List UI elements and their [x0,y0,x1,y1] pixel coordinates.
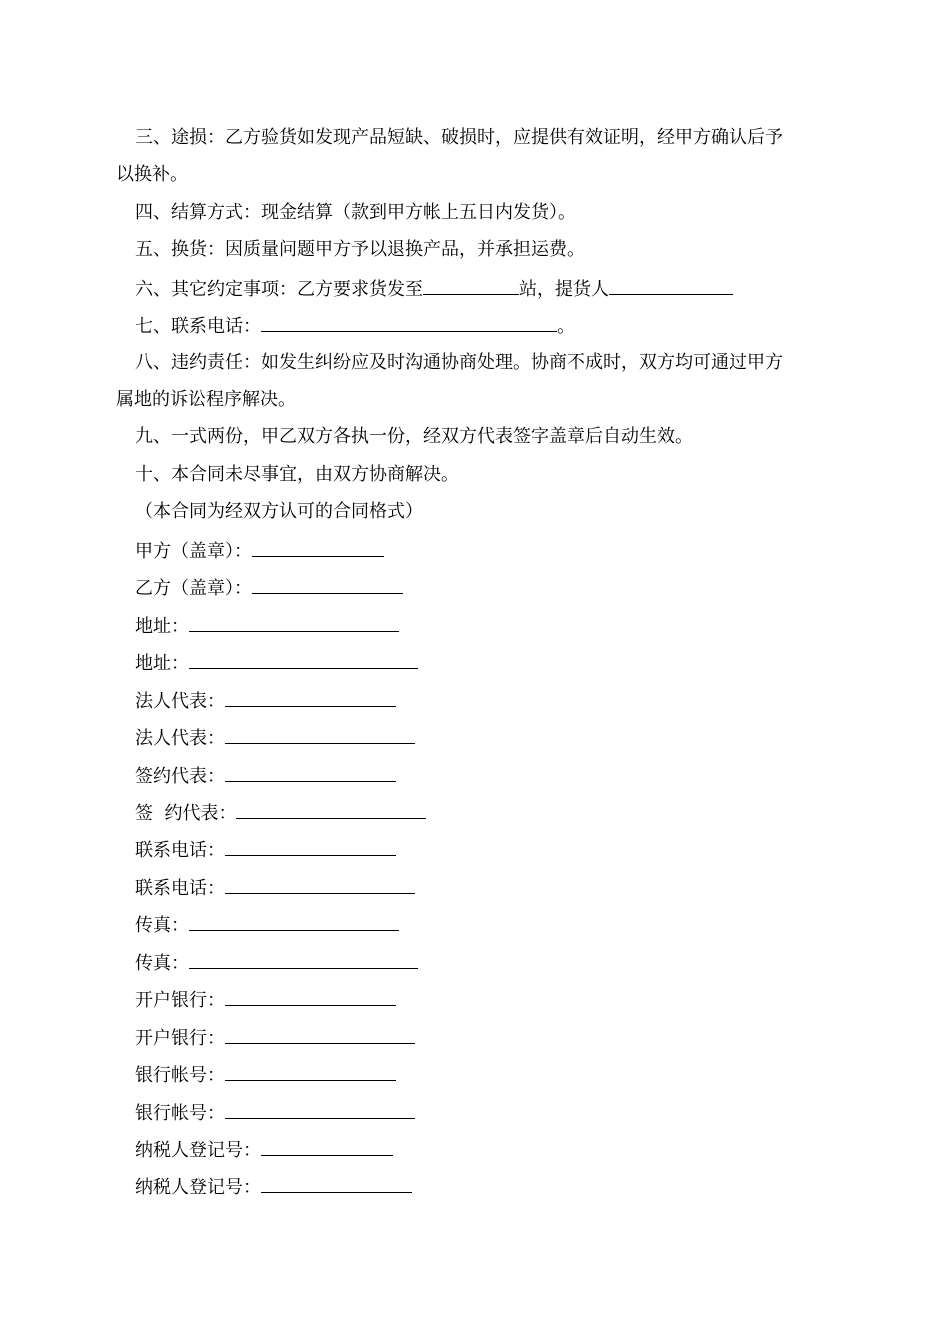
party-a-bank-field: 开户银行： [135,987,396,1013]
party-b-bank-blank[interactable] [225,1025,415,1044]
contract-format-note: （本合同为经双方认可的合同格式） [135,501,423,522]
party-a-account-field: 银行帐号： [135,1062,396,1088]
party-a-bank-blank[interactable] [225,987,396,1006]
clause-3 [135,126,783,150]
clause-8: 八、违约责任：如发生纠纷应及时沟通协商处理。协商不成时，双方均可通过甲方 [135,352,783,373]
party-a-legal-rep-blank[interactable] [225,688,396,707]
party-b-tax-id-blank[interactable] [261,1174,412,1193]
party-a-seal-field: 甲方（盖章）： [135,538,384,564]
party-a-tax-id-blank[interactable] [261,1137,393,1156]
party-b-phone-field: 联系电话： [135,875,415,901]
party-a-fax-field: 传真： [135,912,399,938]
party-b-address-blank[interactable] [189,650,418,669]
party-a-signing-rep-blank[interactable] [225,763,396,782]
party-a-signing-rep-field: 签约代表： [135,763,396,789]
clause-4: 四、结算方式：现金结算（款到甲方帐上五日内发货）。 [135,202,576,223]
clause-8-continuation: 属地的诉讼程序解决。 [116,389,296,410]
party-b-bank-field: 开户银行： [135,1025,415,1051]
party-b-legal-rep-field: 法人代表： [135,725,415,751]
party-a-seal-blank[interactable] [252,538,384,557]
party-b-tax-id-field: 纳税人登记号： [135,1174,412,1200]
clause-10: 十、本合同未尽事宜，由双方协商解决。 [135,464,459,485]
party-b-fax-blank[interactable] [189,950,418,969]
pickup-person-blank[interactable] [609,276,733,295]
party-a-phone-blank[interactable] [225,837,396,856]
contact-phone-blank[interactable] [261,313,557,332]
party-b-account-field: 银行帐号： [135,1100,415,1126]
clause-5: 五、换货：因质量问题甲方予以退换产品，并承担运费。 [135,239,585,260]
party-b-signing-rep-field: 签 约代表： [135,800,426,826]
party-a-legal-rep-field: 法人代表： [135,688,396,714]
party-b-fax-field: 传真： [135,950,418,976]
party-b-signing-rep-blank[interactable] [236,800,426,819]
party-b-seal-blank[interactable] [252,575,403,594]
party-b-account-blank[interactable] [225,1100,415,1119]
party-b-seal-field: 乙方（盖章）： [135,575,403,601]
party-b-phone-blank[interactable] [225,875,415,894]
party-a-address-field: 地址： [135,613,399,639]
party-a-tax-id-field: 纳税人登记号： [135,1137,393,1163]
clause-6: 六、其它约定事项：乙方要求货发至 站，提货人 [135,276,733,302]
clause-7: 七、联系电话： 。 [135,313,575,339]
party-a-account-blank[interactable] [225,1062,396,1081]
party-a-fax-blank[interactable] [189,912,399,931]
clause-9: 九、一式两份，甲乙双方各执一份，经双方代表签字盖章后自动生效。 [135,426,693,447]
party-a-phone-field: 联系电话： [135,837,396,863]
clause-3-text: 三、途损：乙方验货如发现产品短缺、破损时，应提供有效证明，经甲方确认后予 [135,127,783,148]
clause-3-continuation: 以换补。 [116,164,188,185]
party-b-legal-rep-blank[interactable] [225,725,415,744]
party-a-address-blank[interactable] [189,613,399,632]
destination-station-blank[interactable] [423,276,519,295]
party-b-address-field: 地址： [135,650,418,676]
